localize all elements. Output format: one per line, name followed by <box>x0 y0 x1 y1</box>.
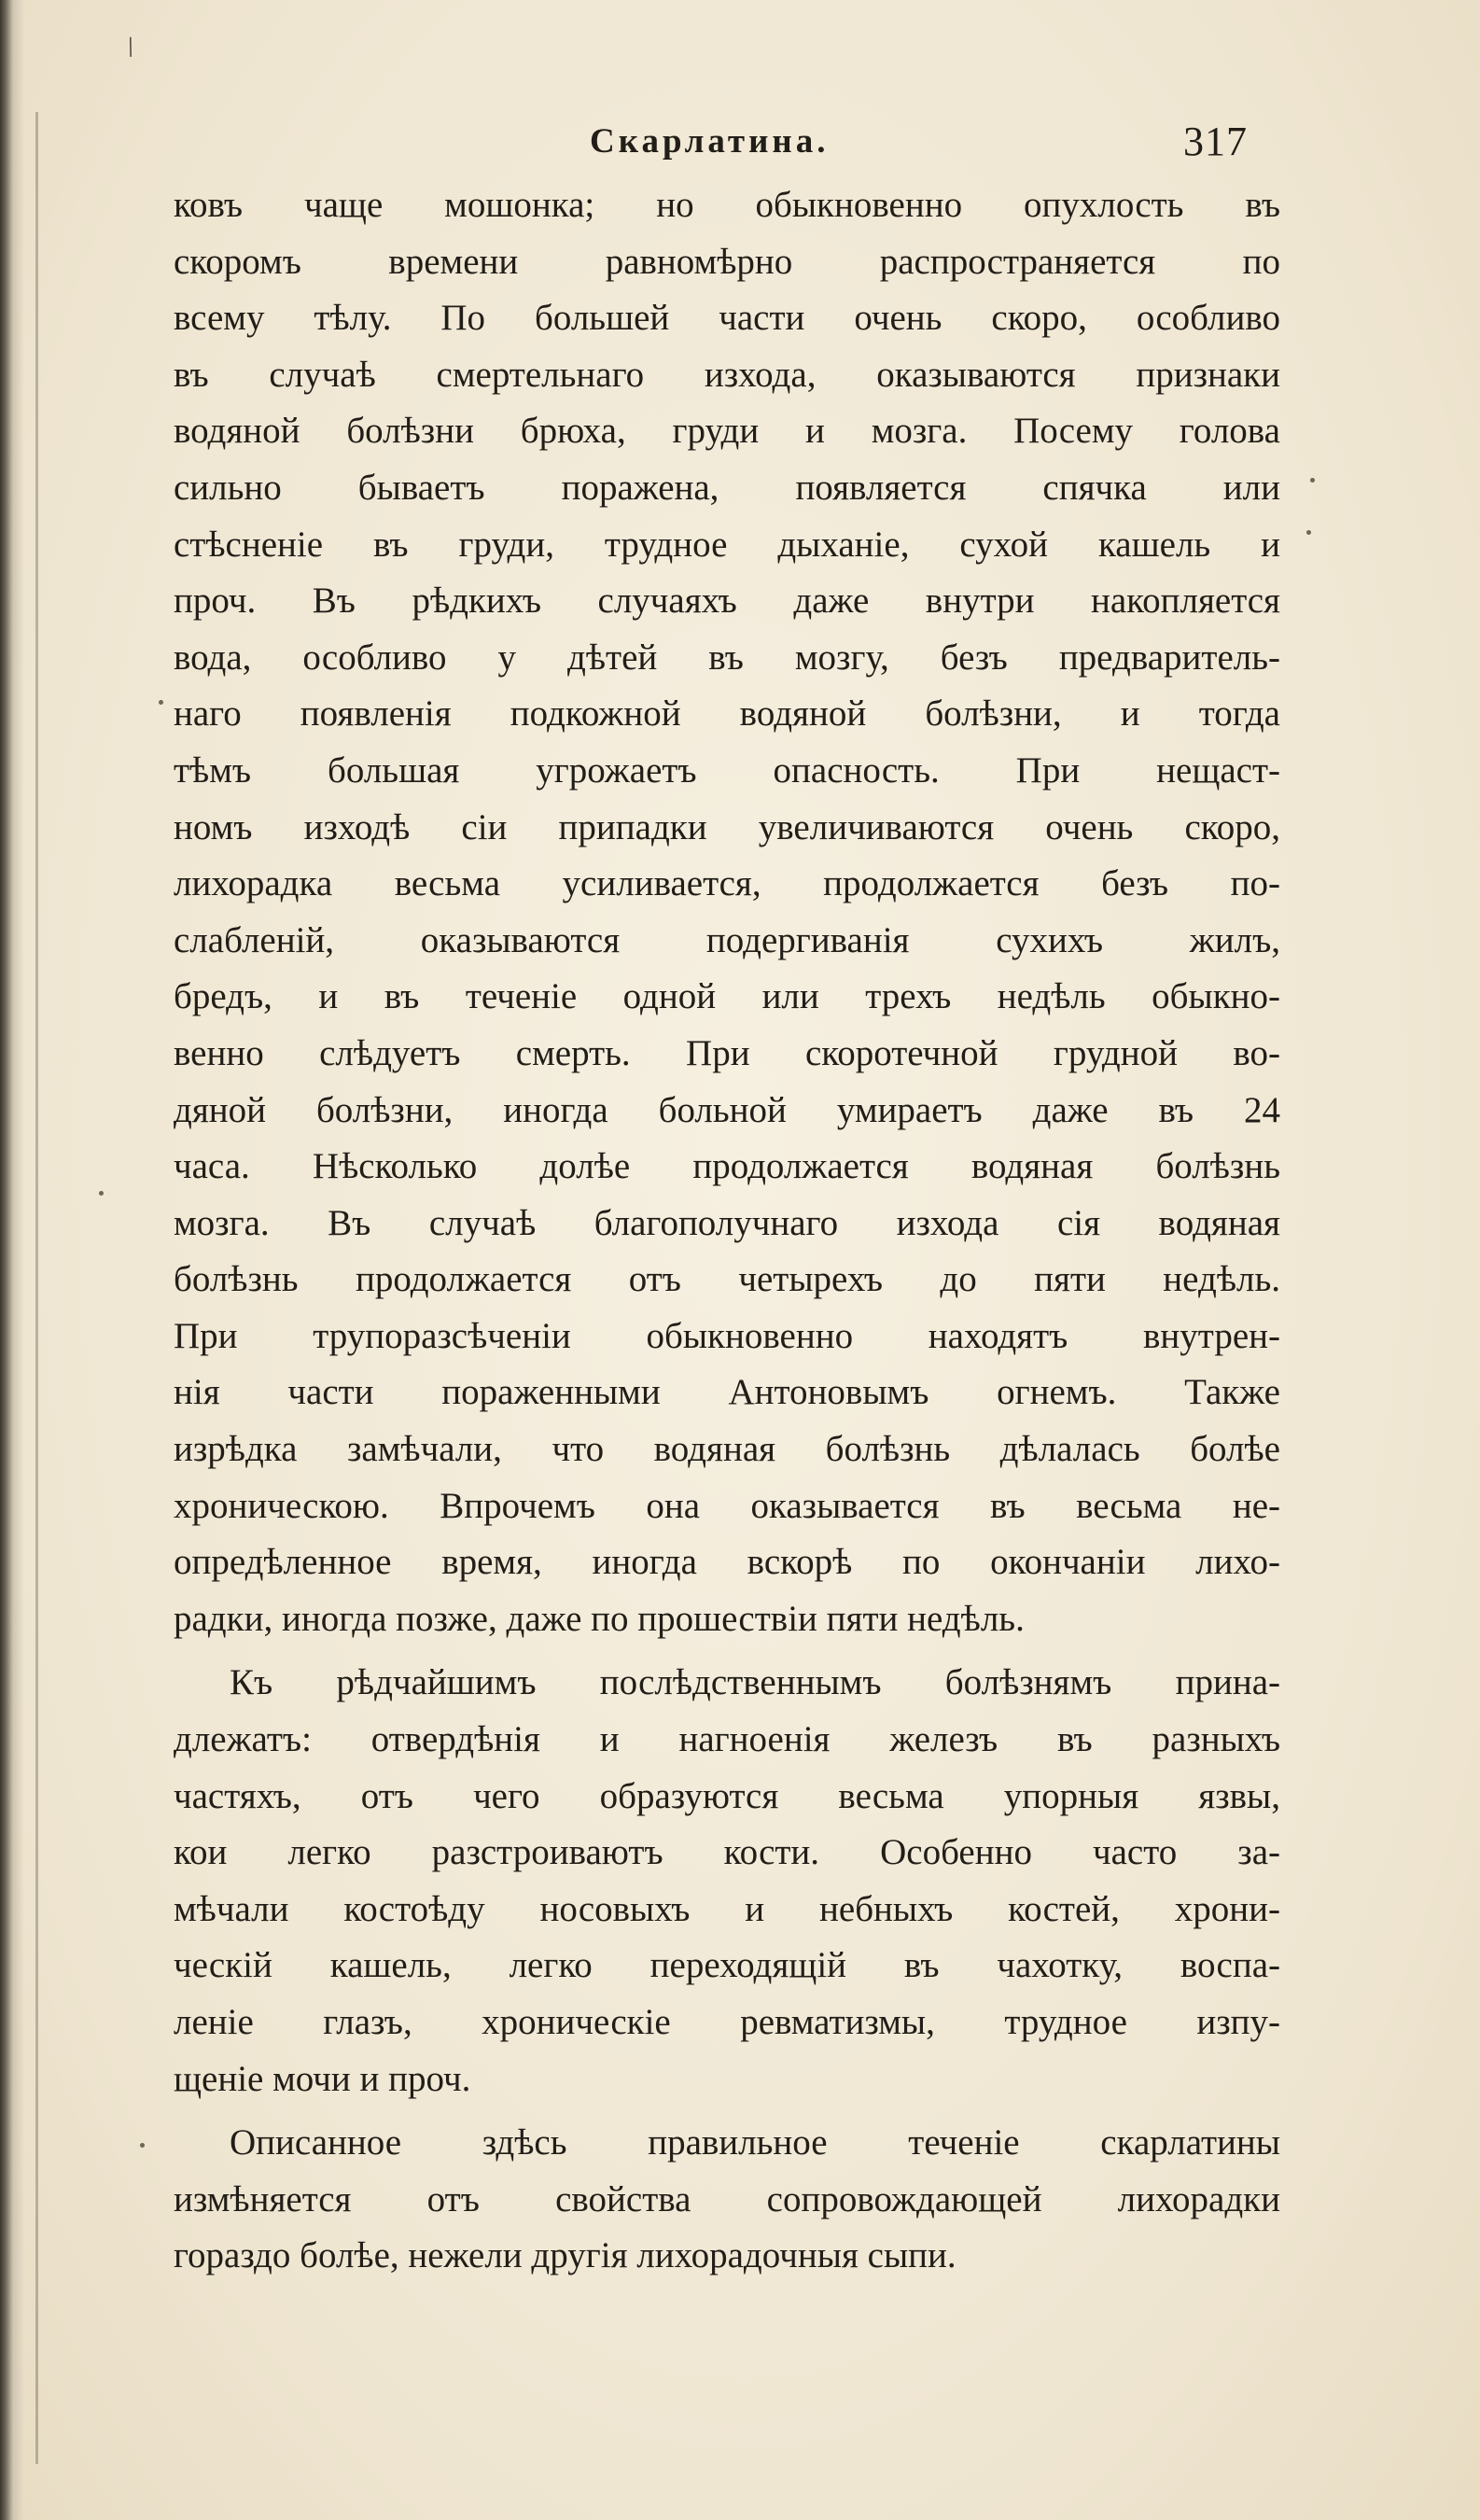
paragraph <box>174 1655 1280 2107</box>
ink-speck <box>140 2143 145 2148</box>
gutter-shadow-line <box>35 112 38 2464</box>
text-line: часа. Нѣсколько долѣе продолжается водяная болѣзнь <box>174 1146 1280 1187</box>
text-line: проч. Въ рѣдкихъ случаяхъ даже внутри накопляется <box>174 581 1280 622</box>
text-line: Къ рѣдчайшимъ послѣдственнымъ болѣзнямъ прина- <box>230 1662 1280 1703</box>
text-line: болѣзнь продолжается отъ четырехъ до пяти недѣль. <box>174 1259 1280 1300</box>
text-line: радки, иногда позже, даже по прошествіи пяти недѣль. <box>174 1598 1025 1639</box>
text-line: Описанное здѣсь правильное теченіе скарлатины <box>230 2122 1280 2163</box>
text-line: измѣняется отъ свойства сопровождающей лихорадки <box>174 2178 1280 2219</box>
text-line: длежатъ: отвердѣнія и нагноенія железъ въ разныхъ <box>174 1719 1280 1760</box>
paragraph <box>174 2115 1280 2285</box>
text-line: слабленій, оказываются подергиванія сухихъ жилъ, <box>174 919 1280 960</box>
text-line: тѣмъ большая угрожаетъ опасность. При нещаст- <box>174 749 1280 791</box>
text-line: вода, особливо у дѣтей въ мозгу, безъ предваритель- <box>174 637 1280 678</box>
text-line: стѣсненіе въ груди, трудное дыханіе, сухой кашель и <box>174 524 1280 565</box>
text-line: При трупоразсѣченіи обыкновенно находятъ внутрен- <box>174 1315 1280 1356</box>
text-line: опредѣленное время, иногда вскорѣ по окончаніи лихо- <box>174 1542 1280 1583</box>
paragraph <box>174 177 1280 1647</box>
text-line: ковъ чаще мошонка; но обыкновенно опухлость въ <box>174 185 1280 225</box>
running-head <box>0 118 1480 174</box>
text-line: всему тѣлу. По большей части очень скоро, особливо <box>174 298 1280 339</box>
text-line: мѣчали костоѣду носовыхъ и небныхъ костей, хрони- <box>174 1888 1280 1929</box>
text-line: бредъ, и въ теченіе одной или трехъ недѣль обыкно- <box>174 976 1280 1017</box>
text-line: кои легко разстроиваютъ кости. Особенно часто за- <box>174 1832 1280 1873</box>
text-line: нія части пораженными Антоновымъ огнемъ. Также <box>174 1372 1280 1413</box>
paragraph-gap <box>174 1647 1280 1655</box>
running-title: Скарлатина. <box>590 122 830 161</box>
pencil-mark: / <box>121 31 140 63</box>
ink-speck <box>1306 530 1311 535</box>
paragraph-gap <box>174 2107 1280 2115</box>
body-text <box>174 177 1280 2285</box>
ink-speck <box>159 700 163 705</box>
text-line: водяной болѣзни брюха, груди и мозга. Посему голова <box>174 411 1280 452</box>
text-line: наго появленія подкожной водяной болѣзни, и тогда <box>174 693 1280 735</box>
text-line: венно слѣдуетъ смерть. При скоротечной грудной во- <box>174 1032 1280 1073</box>
text-line: номъ изходѣ сіи припадки увеличиваются очень скоро, <box>174 806 1280 847</box>
text-line: леніе глазъ, хроническіе ревматизмы, трудное изпу- <box>174 2002 1280 2042</box>
text-line: изрѣдка замѣчали, что водяная болѣзнь дѣлалась болѣе <box>174 1429 1280 1470</box>
text-line: мозга. Въ случаѣ благополучнаго изхода сія водяная <box>174 1202 1280 1243</box>
text-line: лихорадка весьма усиливается, продолжается безъ по- <box>174 863 1280 904</box>
text-line: ческій кашель, легко переходящій въ чахотку, воспа- <box>174 1945 1280 1986</box>
text-line: гораздо болѣе, нежели другія лихорадочныя сыпи. <box>174 2235 956 2276</box>
text-line: щеніе мочи и проч. <box>174 2058 471 2099</box>
text-line: хроническою. Впрочемъ она оказывается въ весьма не- <box>174 1485 1280 1526</box>
text-line: сильно бываетъ поражена, появляется спячка или <box>174 467 1280 508</box>
page-number: 317 <box>1183 119 1248 164</box>
ink-speck <box>1310 478 1315 483</box>
text-line: частяхъ, отъ чего образуются весьма упорныя язвы, <box>174 1775 1280 1816</box>
ink-speck <box>99 1191 104 1196</box>
text-line: дяной болѣзни, иногда больной умираетъ даже въ 24 <box>174 1089 1280 1130</box>
text-line: въ случаѣ смертельнаго изхода, оказываются признаки <box>174 354 1280 395</box>
text-line: скоромъ времени равномѣрно распространяется по <box>174 241 1280 282</box>
binding-gutter <box>0 0 24 2520</box>
